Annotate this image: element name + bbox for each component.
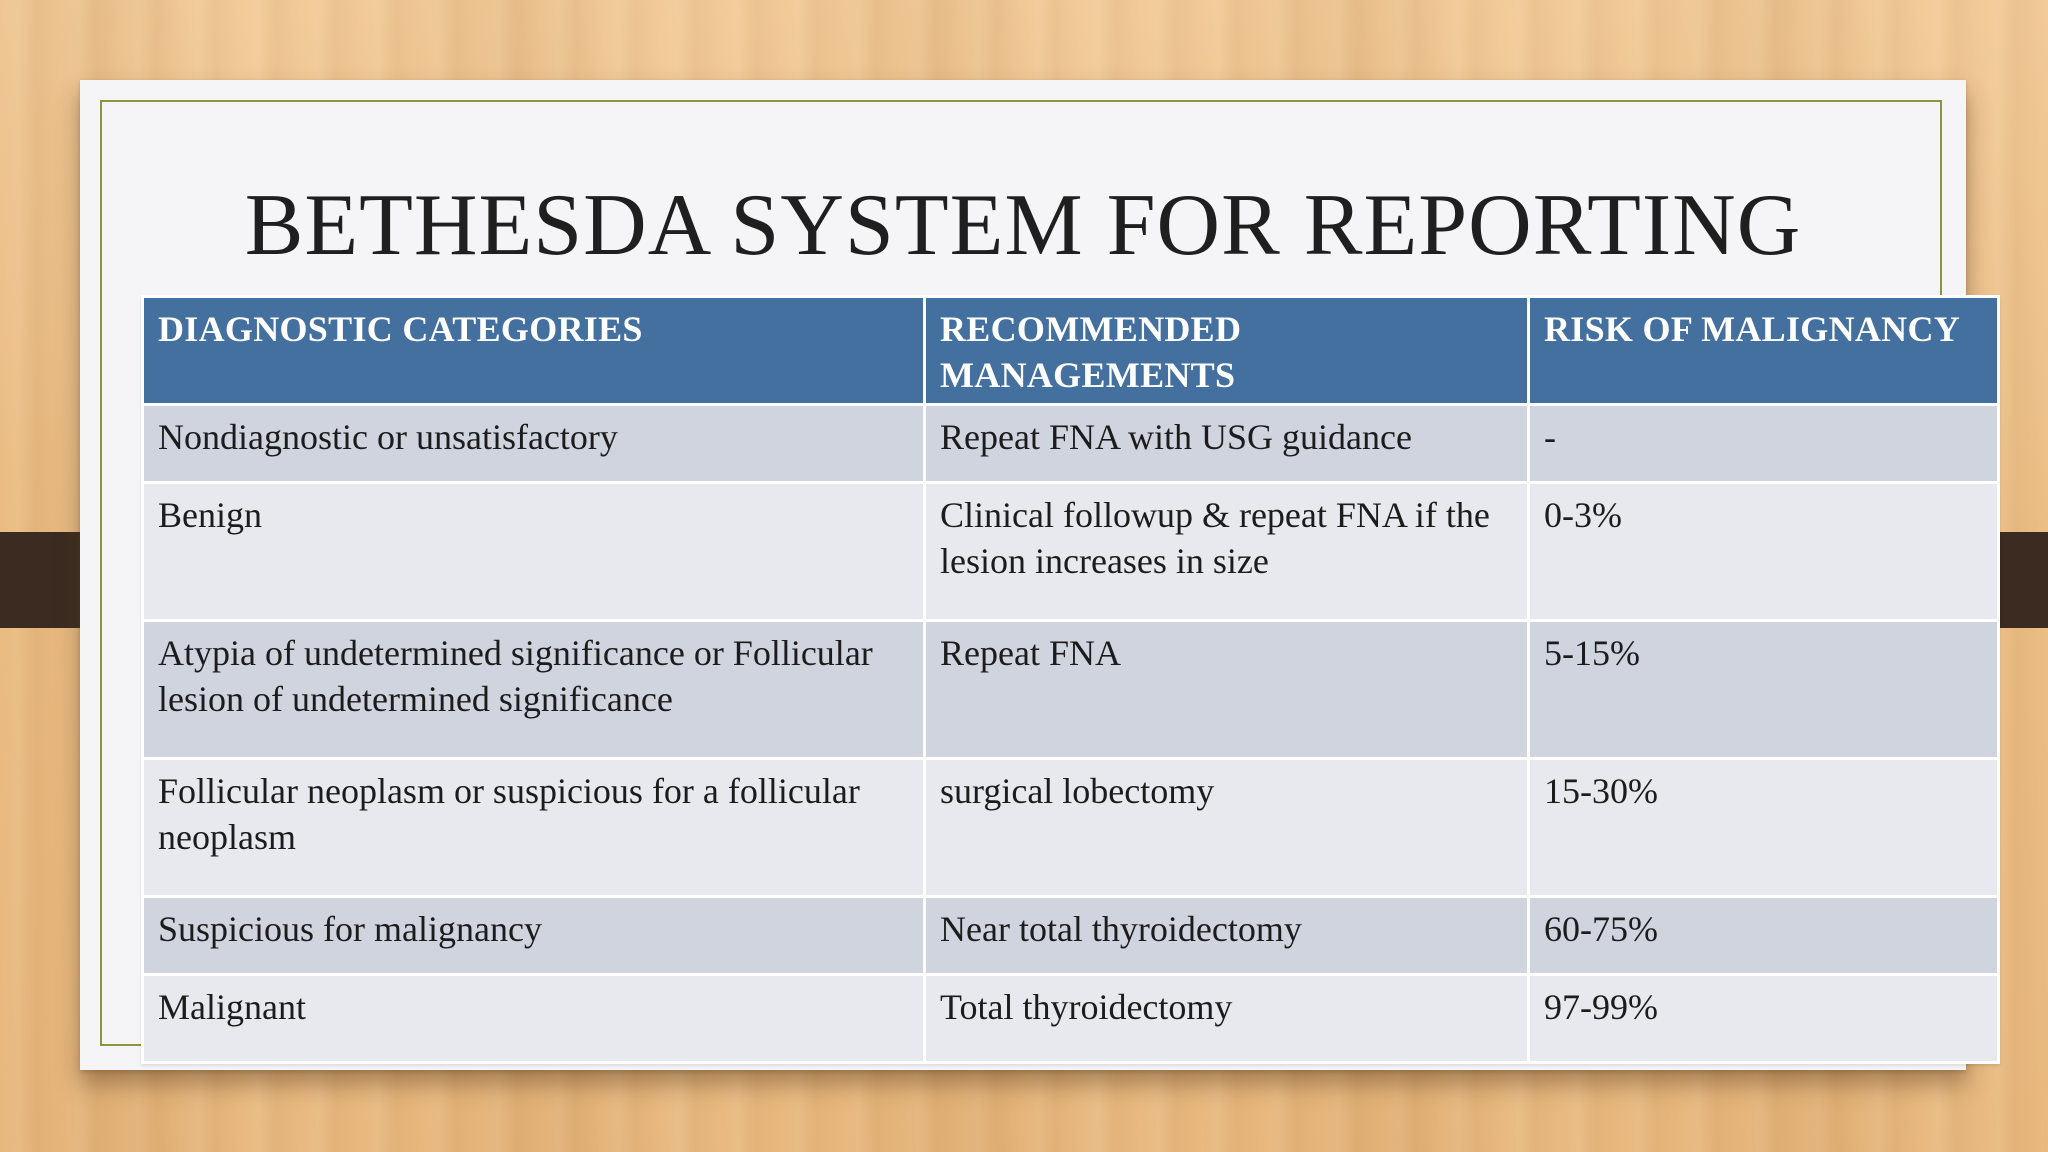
- table-row: [143, 897, 1999, 975]
- slide-title: BETHESDA SYSTEM FOR REPORTING: [244, 177, 1802, 274]
- management-cell: Total thyroidectomy: [925, 975, 1529, 1063]
- risk-cell: 60-75%: [1529, 897, 1999, 975]
- management-cell: Repeat FNA with USG guidance: [925, 405, 1529, 483]
- table-row: [143, 621, 1999, 759]
- category-cell: Atypia of undetermined significance or Follicular lesion of undetermined significance: [143, 621, 925, 759]
- management-cell: surgical lobectomy: [925, 759, 1529, 897]
- table-row: [143, 405, 1999, 483]
- table-header-row: [143, 297, 1999, 405]
- risk-cell: 97-99%: [1529, 975, 1999, 1063]
- management-cell: Near total thyroidectomy: [925, 897, 1529, 975]
- header-risk-of-malignancy: RISK OF MALIGNANCY: [1529, 297, 1999, 405]
- category-cell: Malignant: [143, 975, 925, 1063]
- risk-cell: 5-15%: [1529, 621, 1999, 759]
- management-cell: Repeat FNA: [925, 621, 1529, 759]
- table-row: [143, 759, 1999, 897]
- bethesda-table: [141, 295, 2000, 1064]
- table-row: [143, 483, 1999, 621]
- category-cell: Nondiagnostic or unsatisfactory: [143, 405, 925, 483]
- category-cell: Follicular neoplasm or suspicious for a follicular neoplasm: [143, 759, 925, 897]
- category-cell: Suspicious for malignancy: [143, 897, 925, 975]
- header-recommended-managements: RECOMMENDED MANAGEMENTS: [925, 297, 1529, 405]
- risk-cell: -: [1529, 405, 1999, 483]
- category-cell: Benign: [143, 483, 925, 621]
- risk-cell: 15-30%: [1529, 759, 1999, 897]
- header-diagnostic-categories: DIAGNOSTIC CATEGORIES: [143, 297, 925, 405]
- table-row: [143, 975, 1999, 1063]
- risk-cell: 0-3%: [1529, 483, 1999, 621]
- management-cell: Clinical followup & repeat FNA if the lesion increases in size: [925, 483, 1529, 621]
